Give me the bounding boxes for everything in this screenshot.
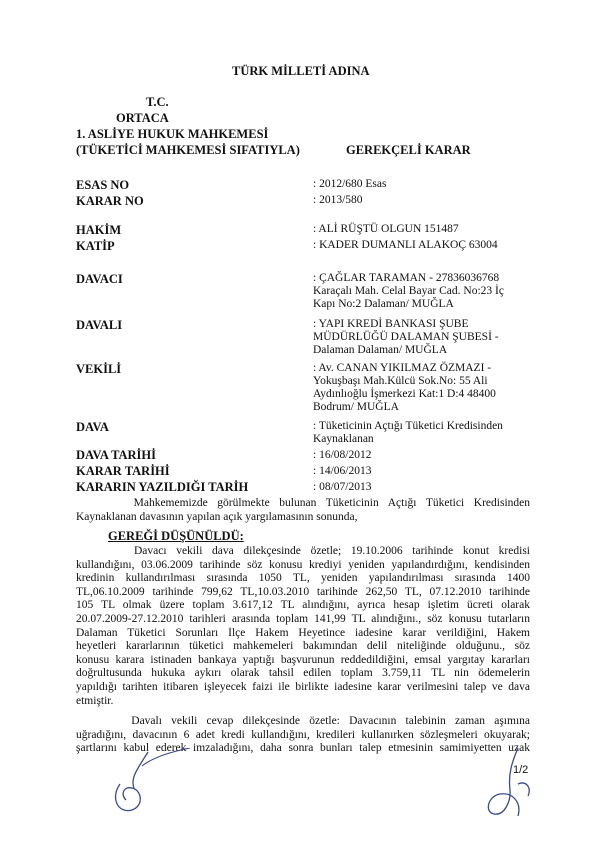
- court-capacity: (TÜKETİCİ MAHKEMESİ SIFATIYLA): [76, 143, 300, 157]
- field-value-dava-tarihi: [313, 449, 371, 462]
- text-line: Davalı vekili cevap dilekçesinde özetle: Davacının talebinin zaman aşımına: [76, 715, 530, 727]
- court-name: 1. ASLİYE HUKUK MAHKEMESİ: [76, 127, 269, 141]
- field-value-dava: [313, 420, 503, 446]
- section-title: GEREĞİ DÜŞÜNÜLDÜ:: [108, 529, 244, 543]
- value-line: : KADER DUMANLI ALAKOÇ 63004: [313, 239, 498, 251]
- field-label-hakim: HAKİM: [76, 223, 122, 237]
- field-value-yazildigi-tarih: [313, 481, 371, 494]
- text-line: doğrultusunda hukuka aykırı olarak tahsil edilen toplam 3.759,11 TL nin ödemelerin: [76, 667, 530, 680]
- text-line: kredinin kullandırılması sırasında 1050 TL, yeniden yapılandırılması sırasında 1400: [76, 572, 530, 585]
- nation-title: TÜRK MİLLETİ ADINA: [232, 64, 370, 78]
- text-line: Kaynaklanan davasının yapılan açık yargılamasının sonunda,: [76, 510, 358, 523]
- value-line: Kaynaklanan: [313, 433, 374, 445]
- value-line: : ÇAĞLAR TARAMAN - 27836036768: [313, 272, 500, 284]
- value-line: : 08/07/2013: [313, 481, 372, 493]
- value-line: Bodrum/ MUĞLA: [313, 401, 399, 413]
- field-label-karar-tarihi: KARAR TARİHİ: [76, 464, 170, 478]
- text-line: TL,06.10.2009 tarihinde 799,62 TL,10.03.2010 tarihinde 262,50 TL, 07.12.2010 tarihinde: [76, 585, 530, 598]
- field-label-davali: DAVALI: [76, 318, 123, 332]
- field-value-katip: [313, 239, 498, 252]
- field-label-esas-no: ESAS NO: [76, 178, 130, 192]
- value-line: : 14/06/2013: [313, 465, 372, 477]
- value-line: : 16/08/2012: [313, 449, 372, 461]
- text-line: 20.07.2009-27.12.2010 tarihleri arasında toplam 141,99 TL alındığını., söz konusu tutarların: [76, 612, 530, 625]
- value-line: : 2012/680 Esas: [313, 178, 387, 190]
- text-line: kullandığını, 03.06.2009 tarihinde söz konusu krediyi yeniden yapılandırdığını, kendisinden: [76, 558, 530, 571]
- field-value-esas-no: [313, 178, 386, 191]
- right-initial-signature-icon: [478, 744, 538, 826]
- field-value-davaci: [313, 272, 504, 311]
- claimant-paragraph: [76, 545, 530, 708]
- field-label-yazildigi-tarih: KARARIN YAZILDIĞI TARİH: [76, 480, 249, 494]
- field-label-karar-no: KARAR NO: [76, 194, 144, 208]
- decision-type: GEREKÇELİ KARAR: [346, 143, 471, 157]
- text-line: etmiştir.: [76, 694, 114, 707]
- field-label-davaci: DAVACI: [76, 272, 123, 286]
- field-label-dava: DAVA: [76, 420, 109, 434]
- value-line: : Tüketicinin Açtığı Tüketici Kredisinden: [313, 420, 503, 432]
- field-value-karar-no: [313, 194, 363, 207]
- text-line: yapıldığı tarihten itibaren işleyecek faizi ile birlikte iadesine karar verilmesini talep ve dava: [76, 680, 530, 693]
- value-line: MÜDÜRLÜĞÜ DALAMAN ŞUBESİ -: [313, 331, 499, 343]
- text-line: Mahkememizde görülmekte bulunan Tüketicinin Açtığı Tüketici Kredisinden: [76, 497, 530, 509]
- field-value-hakim: [313, 223, 459, 236]
- value-line: Aydınlıoğlu İşmerkezi Kat:1 D:4 48400: [313, 388, 496, 400]
- page-number: 1/2: [513, 764, 529, 776]
- text-line: şartlarını kabul ederek imzaladığını, daha sonra bunları talep etmesinin samimiyetten uzak: [76, 742, 530, 755]
- value-line: : Av. CANAN YIKILMAZ ÖZMAZI -: [313, 362, 492, 374]
- tc-label: T.C.: [146, 95, 169, 109]
- field-value-davali: [313, 318, 499, 357]
- value-line: Kapı No:2 Dalaman/ MUĞLA: [313, 298, 454, 310]
- city-label: ORTACA: [116, 111, 169, 125]
- intro-paragraph: [76, 497, 530, 524]
- text-line: uğradığını, davacının 6 adet kredi kullandığını, kredileri kullanırken sözleşmeleri okuyarak;: [76, 728, 530, 741]
- text-line: Davacı vekili dava dilekçesinde özetle; 19.10.2006 tarihinde konut kredisi: [76, 545, 530, 557]
- left-initial-signature-icon: [108, 748, 198, 818]
- text-line: 105 TL olmak üzere toplam 3.617,12 TL alındığını, ayrıca hesap işletim ücreti olarak: [76, 599, 530, 612]
- value-line: : 2013/580: [313, 194, 363, 206]
- field-value-vekili: [313, 362, 496, 414]
- value-line: Karaçalı Mah. Celal Bayar Cad. No:23 İç: [313, 285, 504, 297]
- field-label-katip: KATİP: [76, 239, 115, 253]
- text-line: heyetleri kararlarının tüketici mahkemeleri bakımından delil niteliğinde olduğunu., söz: [76, 640, 530, 653]
- value-line: : ALİ RÜŞTÜ OLGUN 151487: [313, 223, 459, 235]
- field-label-vekili: VEKİLİ: [76, 362, 122, 376]
- text-line: Dalaman Tüketici Sorunları İlçe Hakem Heyetince iadesine karar verildiğini, Hakem: [76, 626, 530, 639]
- field-label-dava-tarihi: DAVA TARİHİ: [76, 448, 157, 462]
- value-line: Dalaman Dalaman/ MUĞLA: [313, 344, 448, 356]
- value-line: Yokuşbaşı Mah.Külcü Sok.No: 55 Ali: [313, 375, 488, 387]
- text-line: konusu karara istinaden bankaya yaptığı başvurunun reddedildiğini, emsal yargıtay kararları: [76, 653, 530, 666]
- field-value-karar-tarihi: [313, 465, 371, 478]
- value-line: : YAPI KREDİ BANKASI ŞUBE: [313, 318, 469, 330]
